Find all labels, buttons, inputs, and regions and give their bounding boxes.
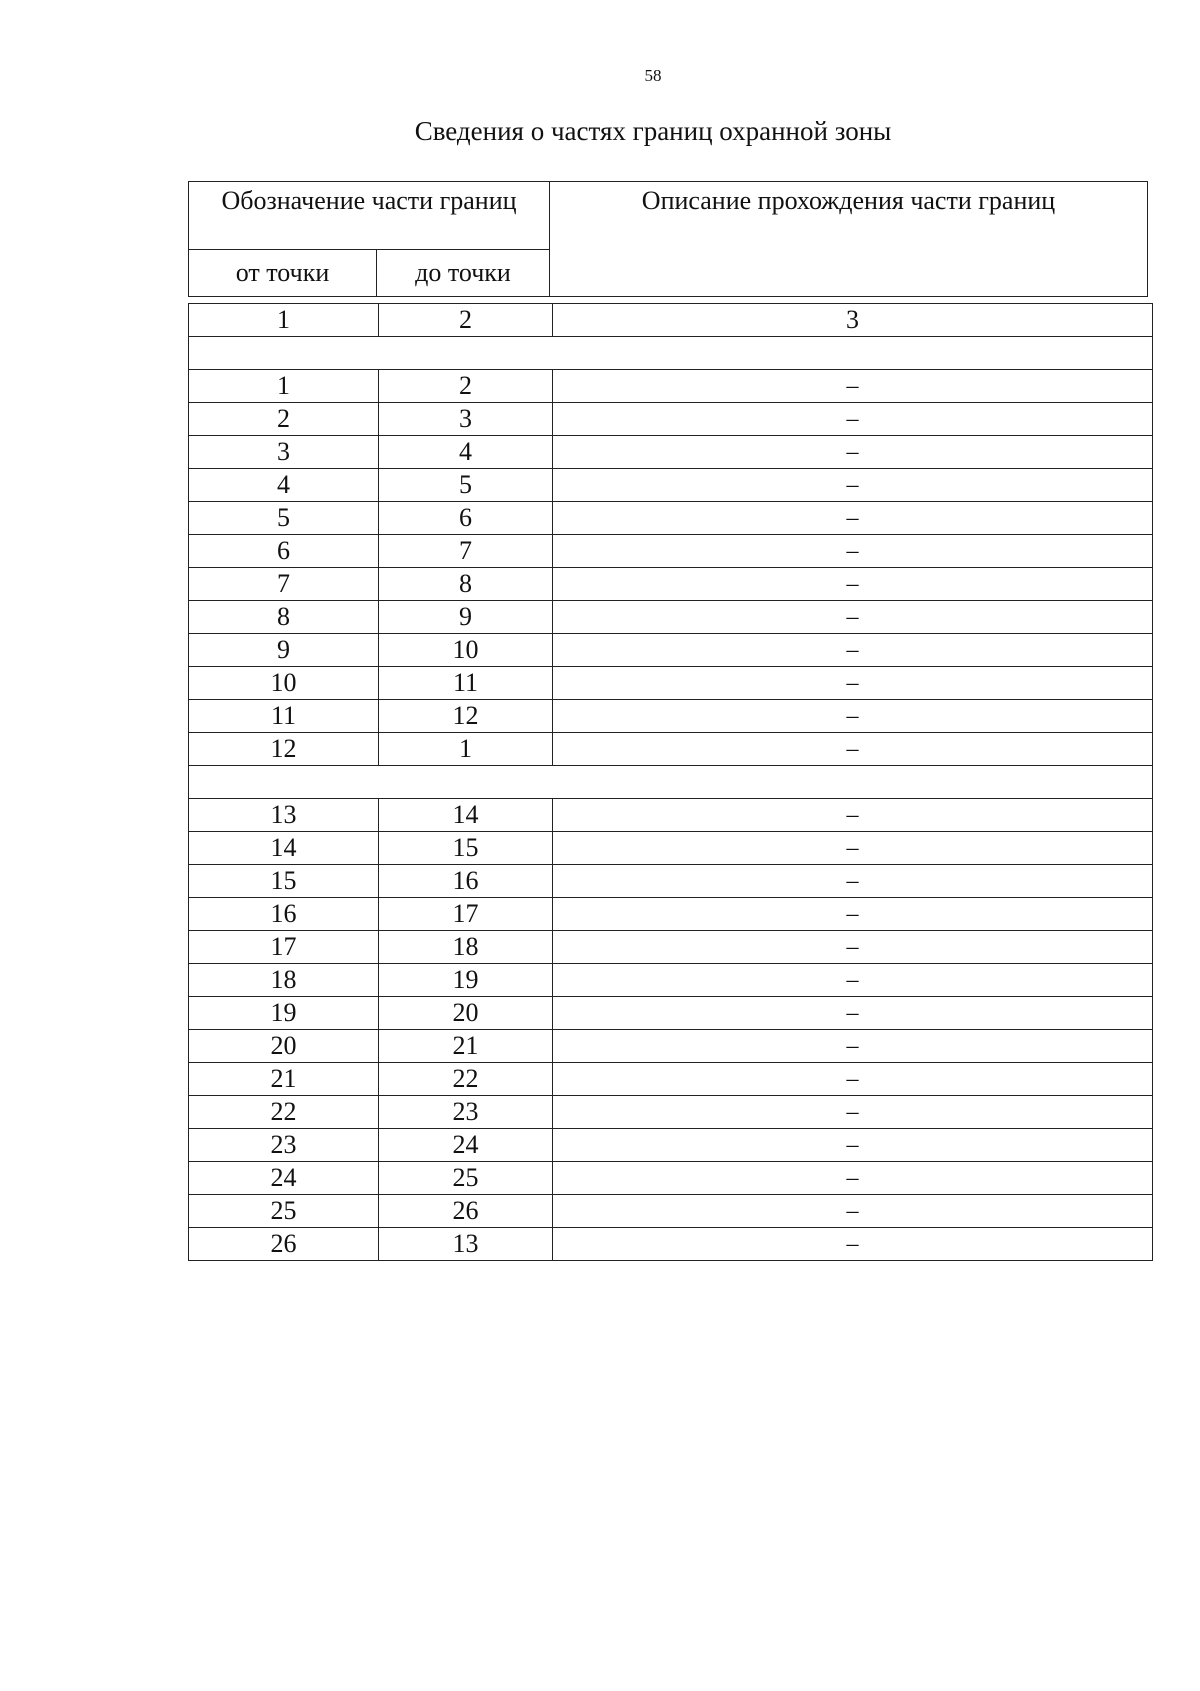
header-from-label: от точки	[189, 250, 377, 297]
description-cell: –	[553, 403, 1153, 436]
from-point-cell: 24	[189, 1162, 379, 1195]
description-cell: –	[553, 1195, 1153, 1228]
table-row	[189, 1162, 1153, 1195]
to-point-cell: 4	[379, 436, 553, 469]
description-cell: –	[553, 502, 1153, 535]
from-point-cell: 18	[189, 964, 379, 997]
from-point-cell: 5	[189, 502, 379, 535]
description-cell: –	[553, 1162, 1153, 1195]
header-description-label: Описание прохождения части границ	[550, 182, 1148, 297]
to-point-cell: 11	[379, 667, 553, 700]
description-cell: –	[553, 1129, 1153, 1162]
description-cell: –	[553, 667, 1153, 700]
description-cell: –	[553, 700, 1153, 733]
from-point-cell: 2	[189, 403, 379, 436]
description-cell: –	[553, 964, 1153, 997]
to-point-cell: 5	[379, 469, 553, 502]
table-row	[189, 601, 1153, 634]
section-separator-cell	[189, 766, 1153, 799]
from-point-cell: 16	[189, 898, 379, 931]
page-number: 58	[644, 66, 662, 85]
to-point-cell: 13	[379, 1228, 553, 1261]
to-point-cell: 23	[379, 1096, 553, 1129]
section-separator-row	[189, 766, 1153, 799]
from-point-cell: 17	[189, 931, 379, 964]
from-point-cell: 12	[189, 733, 379, 766]
to-point-cell: 12	[379, 700, 553, 733]
to-point-cell: 18	[379, 931, 553, 964]
description-cell: –	[553, 832, 1153, 865]
column-number: 1	[189, 304, 379, 337]
description-cell: –	[553, 733, 1153, 766]
table-row	[189, 502, 1153, 535]
description-cell: –	[553, 997, 1153, 1030]
description-cell: –	[553, 601, 1153, 634]
section-separator-cell	[189, 337, 1153, 370]
description-cell: –	[553, 898, 1153, 931]
table-row	[189, 931, 1153, 964]
description-cell: –	[553, 634, 1153, 667]
table-row	[189, 634, 1153, 667]
column-number-row	[189, 304, 1153, 337]
from-point-cell: 20	[189, 1030, 379, 1063]
description-cell: –	[553, 1030, 1153, 1063]
boundary-parts-table	[188, 303, 1153, 1261]
page-title: Сведения о частях границ охранной зоны	[414, 116, 892, 146]
to-point-cell: 25	[379, 1162, 553, 1195]
from-point-cell: 15	[189, 865, 379, 898]
table-row	[189, 568, 1153, 601]
to-point-cell: 16	[379, 865, 553, 898]
from-point-cell: 8	[189, 601, 379, 634]
description-cell: –	[553, 799, 1153, 832]
from-point-cell: 10	[189, 667, 379, 700]
from-point-cell: 11	[189, 700, 379, 733]
from-point-cell: 23	[189, 1129, 379, 1162]
section-separator-row	[189, 337, 1153, 370]
table-row	[189, 535, 1153, 568]
description-cell: –	[553, 1096, 1153, 1129]
from-point-cell: 14	[189, 832, 379, 865]
to-point-cell: 21	[379, 1030, 553, 1063]
table-row	[189, 436, 1153, 469]
table-row	[189, 799, 1153, 832]
header-to-label: до точки	[377, 250, 550, 297]
to-point-cell: 24	[379, 1129, 553, 1162]
table-row	[189, 1228, 1153, 1261]
description-cell: –	[553, 931, 1153, 964]
table-body	[189, 304, 1153, 1261]
to-point-cell: 20	[379, 997, 553, 1030]
table-row	[189, 964, 1153, 997]
to-point-cell: 17	[379, 898, 553, 931]
from-point-cell: 3	[189, 436, 379, 469]
table-header	[188, 181, 1148, 297]
table-row	[189, 1096, 1153, 1129]
to-point-cell: 14	[379, 799, 553, 832]
from-point-cell: 22	[189, 1096, 379, 1129]
to-point-cell: 7	[379, 535, 553, 568]
to-point-cell: 15	[379, 832, 553, 865]
to-point-cell: 1	[379, 733, 553, 766]
to-point-cell: 3	[379, 403, 553, 436]
to-point-cell: 8	[379, 568, 553, 601]
description-cell: –	[553, 469, 1153, 502]
table-row	[189, 898, 1153, 931]
table-row	[189, 469, 1153, 502]
from-point-cell: 26	[189, 1228, 379, 1261]
from-point-cell: 21	[189, 1063, 379, 1096]
description-cell: –	[553, 370, 1153, 403]
table-row	[189, 667, 1153, 700]
description-cell: –	[553, 535, 1153, 568]
description-cell: –	[553, 1063, 1153, 1096]
from-point-cell: 4	[189, 469, 379, 502]
to-point-cell: 6	[379, 502, 553, 535]
table-row	[189, 1195, 1153, 1228]
column-number: 2	[379, 304, 553, 337]
table-row	[189, 832, 1153, 865]
table-row	[189, 403, 1153, 436]
to-point-cell: 26	[379, 1195, 553, 1228]
from-point-cell: 1	[189, 370, 379, 403]
table-row	[189, 1129, 1153, 1162]
header-group-label: Обозначение части границ	[189, 182, 550, 250]
description-cell: –	[553, 1228, 1153, 1261]
description-cell: –	[553, 436, 1153, 469]
from-point-cell: 6	[189, 535, 379, 568]
from-point-cell: 25	[189, 1195, 379, 1228]
table-row	[189, 1030, 1153, 1063]
to-point-cell: 22	[379, 1063, 553, 1096]
table-row	[189, 733, 1153, 766]
table-row	[189, 865, 1153, 898]
table-row	[189, 700, 1153, 733]
from-point-cell: 19	[189, 997, 379, 1030]
from-point-cell: 13	[189, 799, 379, 832]
column-number: 3	[553, 304, 1153, 337]
table-row	[189, 370, 1153, 403]
from-point-cell: 7	[189, 568, 379, 601]
table-row	[189, 997, 1153, 1030]
description-cell: –	[553, 865, 1153, 898]
from-point-cell: 9	[189, 634, 379, 667]
to-point-cell: 9	[379, 601, 553, 634]
table-row	[189, 1063, 1153, 1096]
to-point-cell: 2	[379, 370, 553, 403]
to-point-cell: 19	[379, 964, 553, 997]
description-cell: –	[553, 568, 1153, 601]
to-point-cell: 10	[379, 634, 553, 667]
